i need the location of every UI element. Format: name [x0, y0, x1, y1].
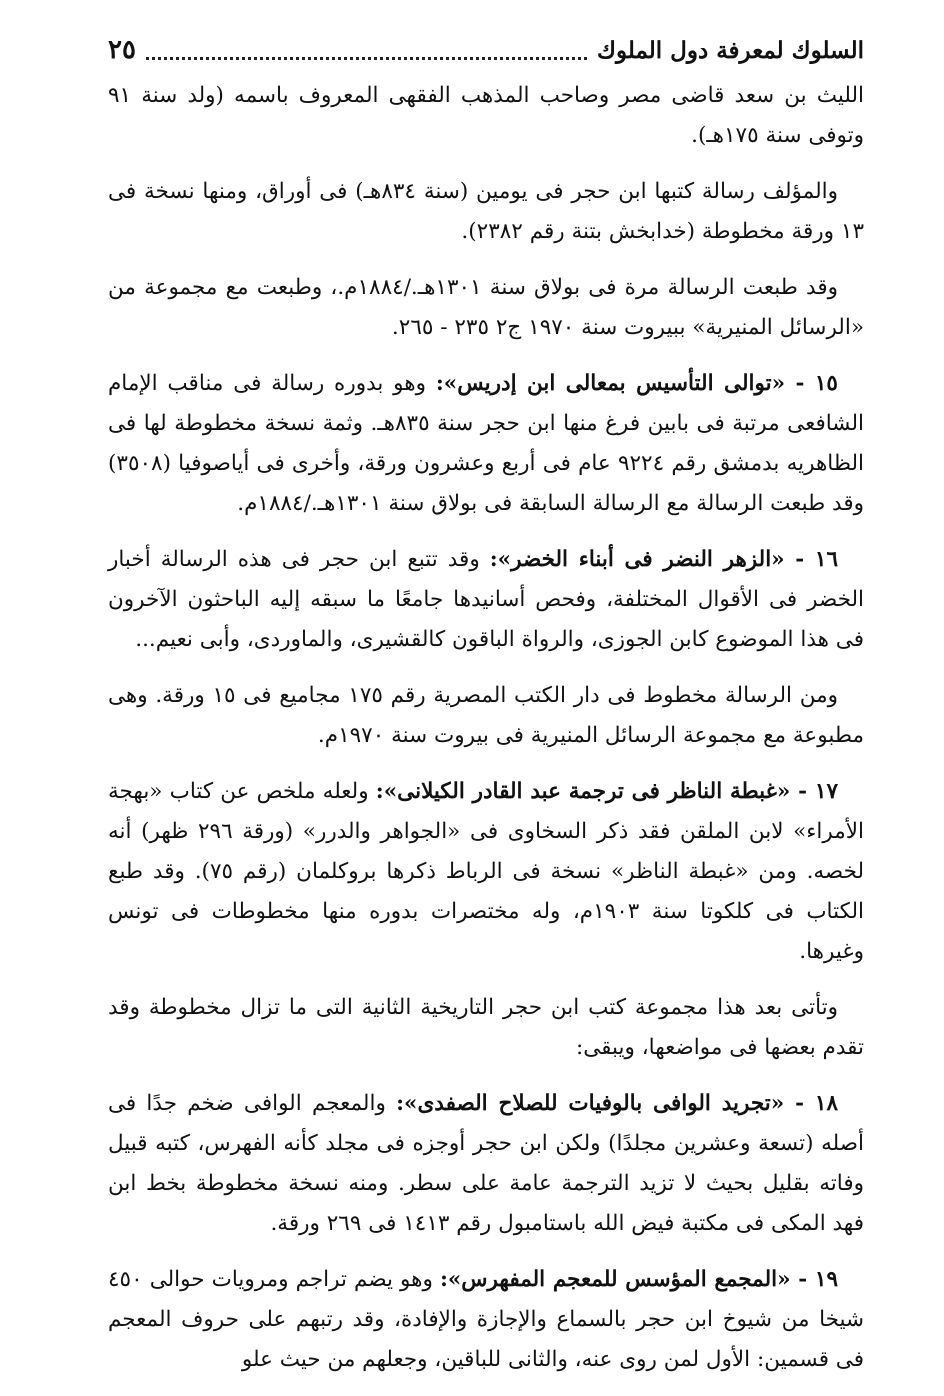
entry-paragraph	[108, 772, 864, 972]
paragraph-text: ومن الرسالة مخطوط فى دار الكتب المصرية رقم ١٧٥ مجاميع فى ١٥ ورقة. وهى مطبوعة مع مجموعة الرسائل المنيرية فى بيروت سنة ١٩٧٠م.	[108, 683, 864, 748]
entry-text: وهو بدوره رسالة فى مناقب الإمام الشافعى مرتبة فى بابين فرغ منها ابن حجر سنة ٨٣٥هـ. وثمة نسخة مخطوطة لها فى الظاهريه بدمشق رقم ٩٢٢٤ عام فى أربع وعشرون ورقة، وأخرى فى أياصوفيا (٣٥٠٨) وقد طبعت الرسالة مع الرسالة السابقة فى بولاق سنة ١٣٠١هـ./١٨٨٤م.	[108, 371, 864, 516]
paragraph-text: الليث بن سعد قاضى مصر وصاحب المذهب الفقهى المعروف باسمه (ولد سنة ٩١ وتوفى سنة ١٧٥هـ).	[108, 83, 864, 148]
paragraph	[108, 76, 864, 156]
page-number: ٢٥	[108, 35, 136, 65]
paragraph	[108, 988, 864, 1068]
paragraph	[108, 172, 864, 252]
entry-title: ١٦ - «الزهر النضر فى أبناء الخضر»:	[489, 547, 838, 572]
running-header	[108, 28, 864, 72]
entry-text: وقد تتبع ابن حجر فى هذه الرسالة أخبار الخضر فى الأقوال المختلفة، وفحص أسانيدها جامعًا ما سبقه إليه الباحثون الآخرون فى هذا الموضوع كابن الجوزى، والرواة الباقون كالقشيرى، والماوردى، وأبى نعيم...	[108, 547, 864, 652]
entry-paragraph	[108, 540, 864, 660]
entry-title: ١٨ - «تجريد الوافى بالوفيات للصلاح الصفدى»:	[396, 1091, 838, 1116]
entry-title: ١٩ - «المجمع المؤسس للمعجم المفهرس»:	[439, 1267, 838, 1292]
paragraph-text: وقد طبعت الرسالة مرة فى بولاق سنة ١٣٠١هـ./١٨٨٤م.، وطبعت مع مجموعة من «الرسائل المنيرية» ببيروت سنة ١٩٧٠ ج٢ ٢٣٥ - ٢٦٥.	[108, 275, 864, 340]
entry-title: ١٧ - «غبطة الناظر فى ترجمة عبد القادر الكيلانى»:	[375, 779, 838, 804]
entry-paragraph	[108, 1260, 864, 1380]
entry-title: ١٥ - «توالى التأسيس بمعالى ابن إدريس»:	[435, 371, 838, 396]
running-header-title: السلوك لمعرفة دول الملوك	[596, 36, 864, 64]
paragraph-text: وتأتى بعد هذا مجموعة كتب ابن حجر التاريخية الثانية التى ما تزال مخطوطة وقد تقدم بعضها فى مواضعها، ويبقى:	[108, 995, 864, 1060]
page-body	[108, 76, 864, 1396]
paragraph	[108, 268, 864, 348]
paragraph	[108, 676, 864, 756]
entry-paragraph	[108, 1084, 864, 1244]
paragraph-text: والمؤلف رسالة كتبها ابن حجر فى يومين (سنة ٨٣٤هـ) فى أوراق، ومنها نسخة فى ١٣ ورقة مخطوطة (خدابخش بتنة رقم ٢٣٨٢).	[108, 179, 864, 244]
entry-text: والمعجم الوافى ضخم جدًا فى أصله (تسعة وعشرين مجلدًا) ولكن ابن حجر أوجزه فى مجلد كأنه الفهرس، كتبه قبيل وفاته بقليل بحيث لا تزيد الترجمة عامة على سطر. ومنه نسخة مخطوطة بخط ابن فهد المكى فى مكتبة فيض الله باستامبول رقم ١٤١٣ فى ٢٦٩ ورقة.	[108, 1091, 864, 1236]
entry-paragraph	[108, 364, 864, 524]
entry-text: وهو يضم تراجم ومرويات حوالى ٤٥٠ شيخا من شيوخ ابن حجر بالسماع والإجازة والإفادة، وقد رتبهم على حروف المعجم فى قسمين: الأول لمن روى عنه، والثانى للباقين، وجعلهم من حيث علو	[108, 1267, 864, 1372]
header-dot-leader	[146, 57, 587, 60]
entry-text: ولعله ملخص عن كتاب «بهجة الأمراء» لابن الملقن فقد ذكر السخاوى فى «الجواهر والدرر» (ورقة ٢٩٦ ظهر) أنه لخصه. ومن «غبطة الناظر» نسخة فى الرباط ذكرها بروكلمان (رقم ٧٥). وقد طبع الكتاب فى كلكوتا سنة ١٩٠٣م، وله مختصرات بدوره منها مخطوطات فى تونس وغيرها.	[108, 779, 864, 964]
